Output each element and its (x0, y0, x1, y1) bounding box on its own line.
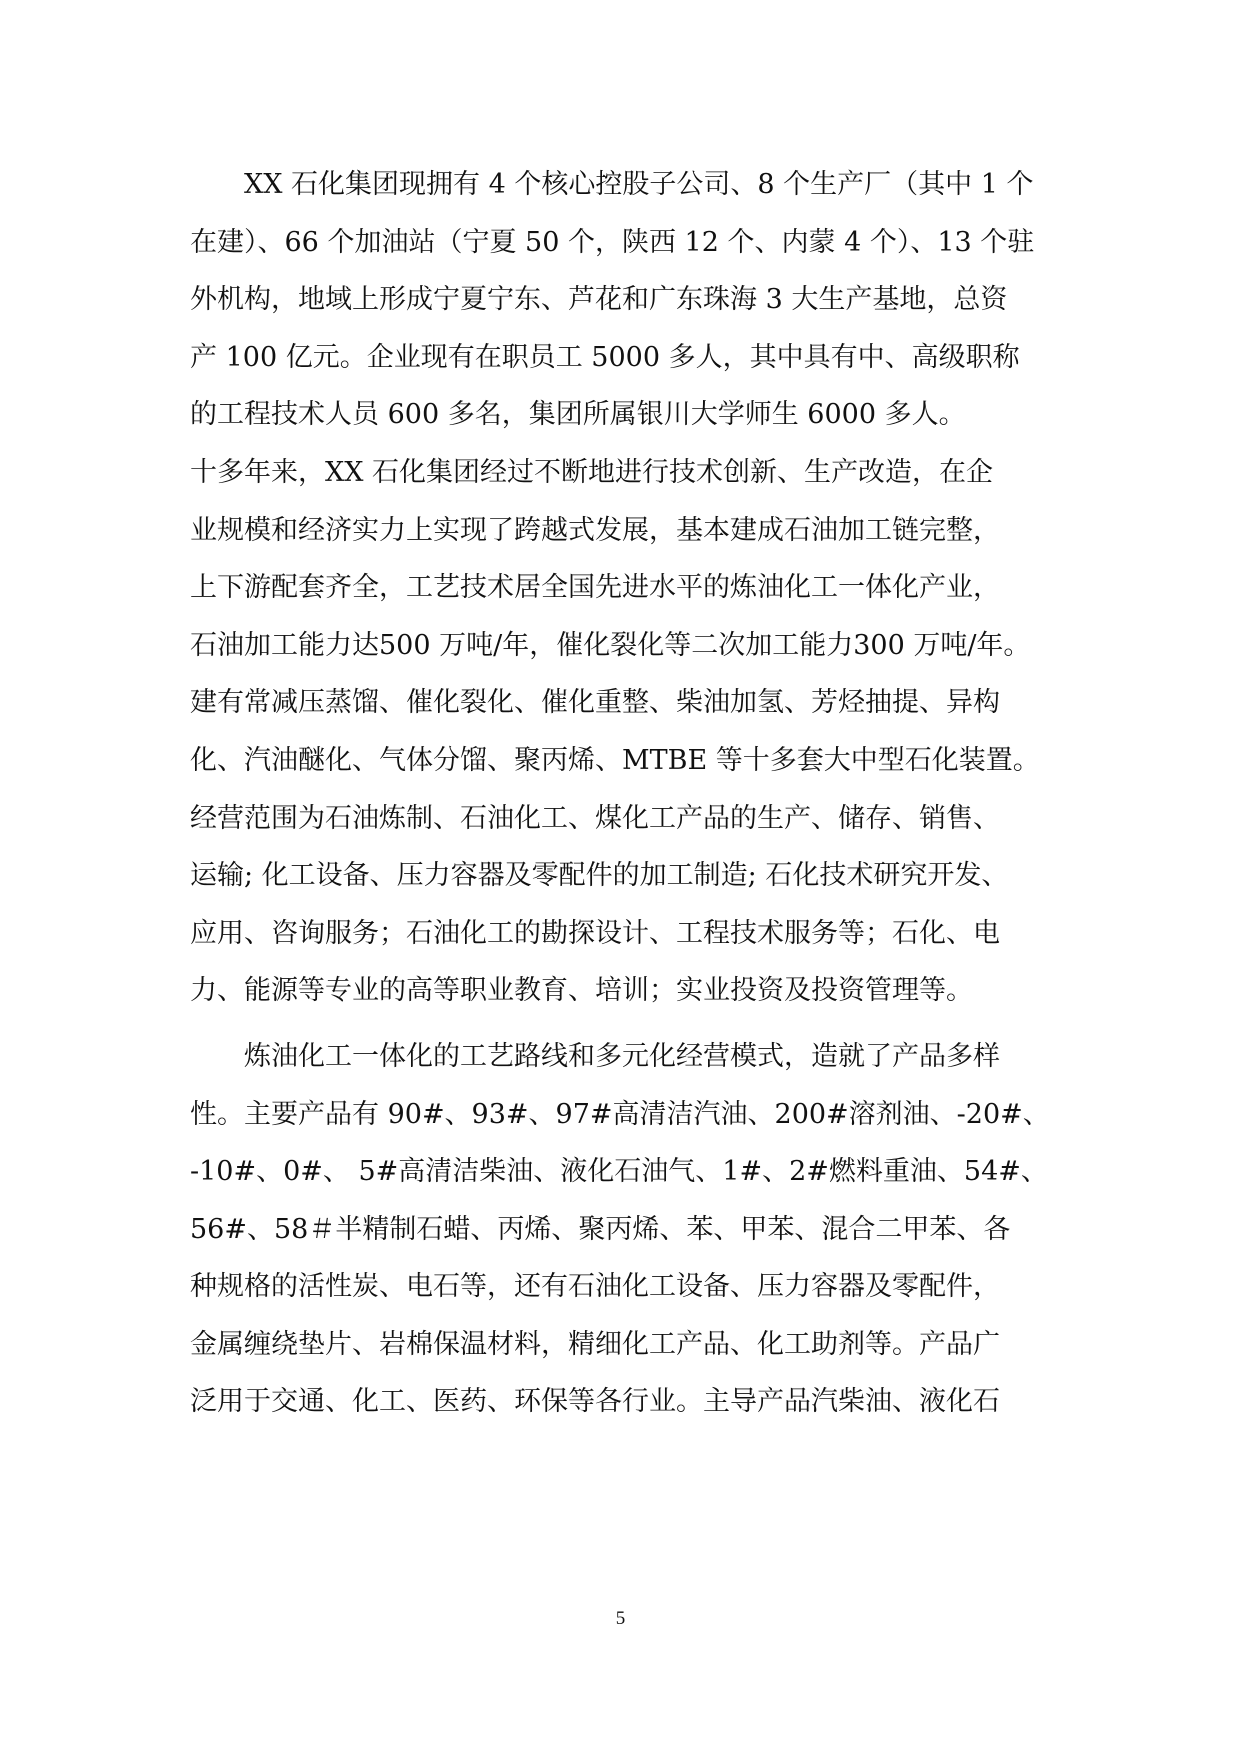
text-line: 运输; 化工设备、压力容器及零配件的加工制造; 石化技术研究开发、 (190, 860, 1009, 892)
text-line: 外机构，地域上形成宁夏宁东、芦花和广东珠海 3 大生产基地，总资 (190, 284, 1008, 316)
text-line: 产 100 亿元。企业现有在职员工 5000 多人，其中具有中、高级职称 (190, 341, 1020, 373)
text-line: 化、汽油醚化、气体分馏、聚丙烯、MTBE 等十多套大中型石化装置。 (190, 744, 1040, 776)
page-number: 5 (615, 1608, 626, 1629)
text-line: 种规格的活性炭、电石等，还有石油化工设备、压力容器及零配件， (190, 1271, 1000, 1303)
text-line: 的工程技术人员 600 多名，集团所属银川大学师生 6000 多人。 (190, 399, 966, 431)
text-line: XX 石化集团现拥有 4 个核心控股子公司、8 个生产厂（其中 1 个 (190, 169, 1034, 200)
text-line: 56#、58＃半精制石蜡、丙烯、聚丙烯、苯、甲苯、混合二甲苯、各 (190, 1213, 1011, 1245)
text-line: 性。主要产品有 90#、93#、97#高清洁汽油、200#溶剂油、-20#、 (190, 1098, 1050, 1130)
text-line: 业规模和经济实力上实现了跨越式发展，基本建成石油加工链完整， (190, 514, 1000, 546)
text-line: 力、能源等专业的高等职业教育、培训；实业投资及投资管理等。 (190, 975, 973, 1007)
paragraph-gap (190, 1020, 1070, 1028)
text-line: 在建）、66 个加油站（宁夏 50 个，陕西 12 个、内蒙 4 个）、13 个驻 (190, 226, 1035, 258)
text-line: 经营范围为石油炼制、石油化工、煤化工产品的生产、储存、销售、 (190, 802, 1000, 834)
text-line: 炼油化工一体化的工艺路线和多元化经营模式，造就了产品多样 (190, 1040, 1000, 1072)
text-line: 石油加工能力达500 万吨/年，催化裂化等二次加工能力300 万吨/年。 (190, 629, 1031, 661)
text-line: 金属缠绕垫片、岩棉保温材料，精细化工产品、化工助剂等。产品广 (190, 1328, 1000, 1360)
text-line: 泛用于交通、化工、医药、环保等各行业。主导产品汽柴油、液化石 (190, 1386, 1000, 1418)
text-line: 建有常减压蒸馏、催化裂化、催化重整、柴油加氢、芳烃抽提、异构 (190, 687, 1000, 719)
body-text (190, 156, 1070, 1431)
text-line: 上下游配套齐全，工艺技术居全国先进水平的炼油化工一体化产业， (190, 572, 1000, 604)
text-line: -10#、0#、 5#高清洁柴油、液化石油气、1#、2#燃料重油、54#、 (190, 1156, 1048, 1188)
text-line: 应用、咨询服务；石油化工的勘探设计、工程技术服务等；石化、电 (190, 917, 1000, 949)
text-line: 十多年来，XX 石化集团经过不断地进行技术创新、生产改造，在企 (190, 456, 994, 488)
